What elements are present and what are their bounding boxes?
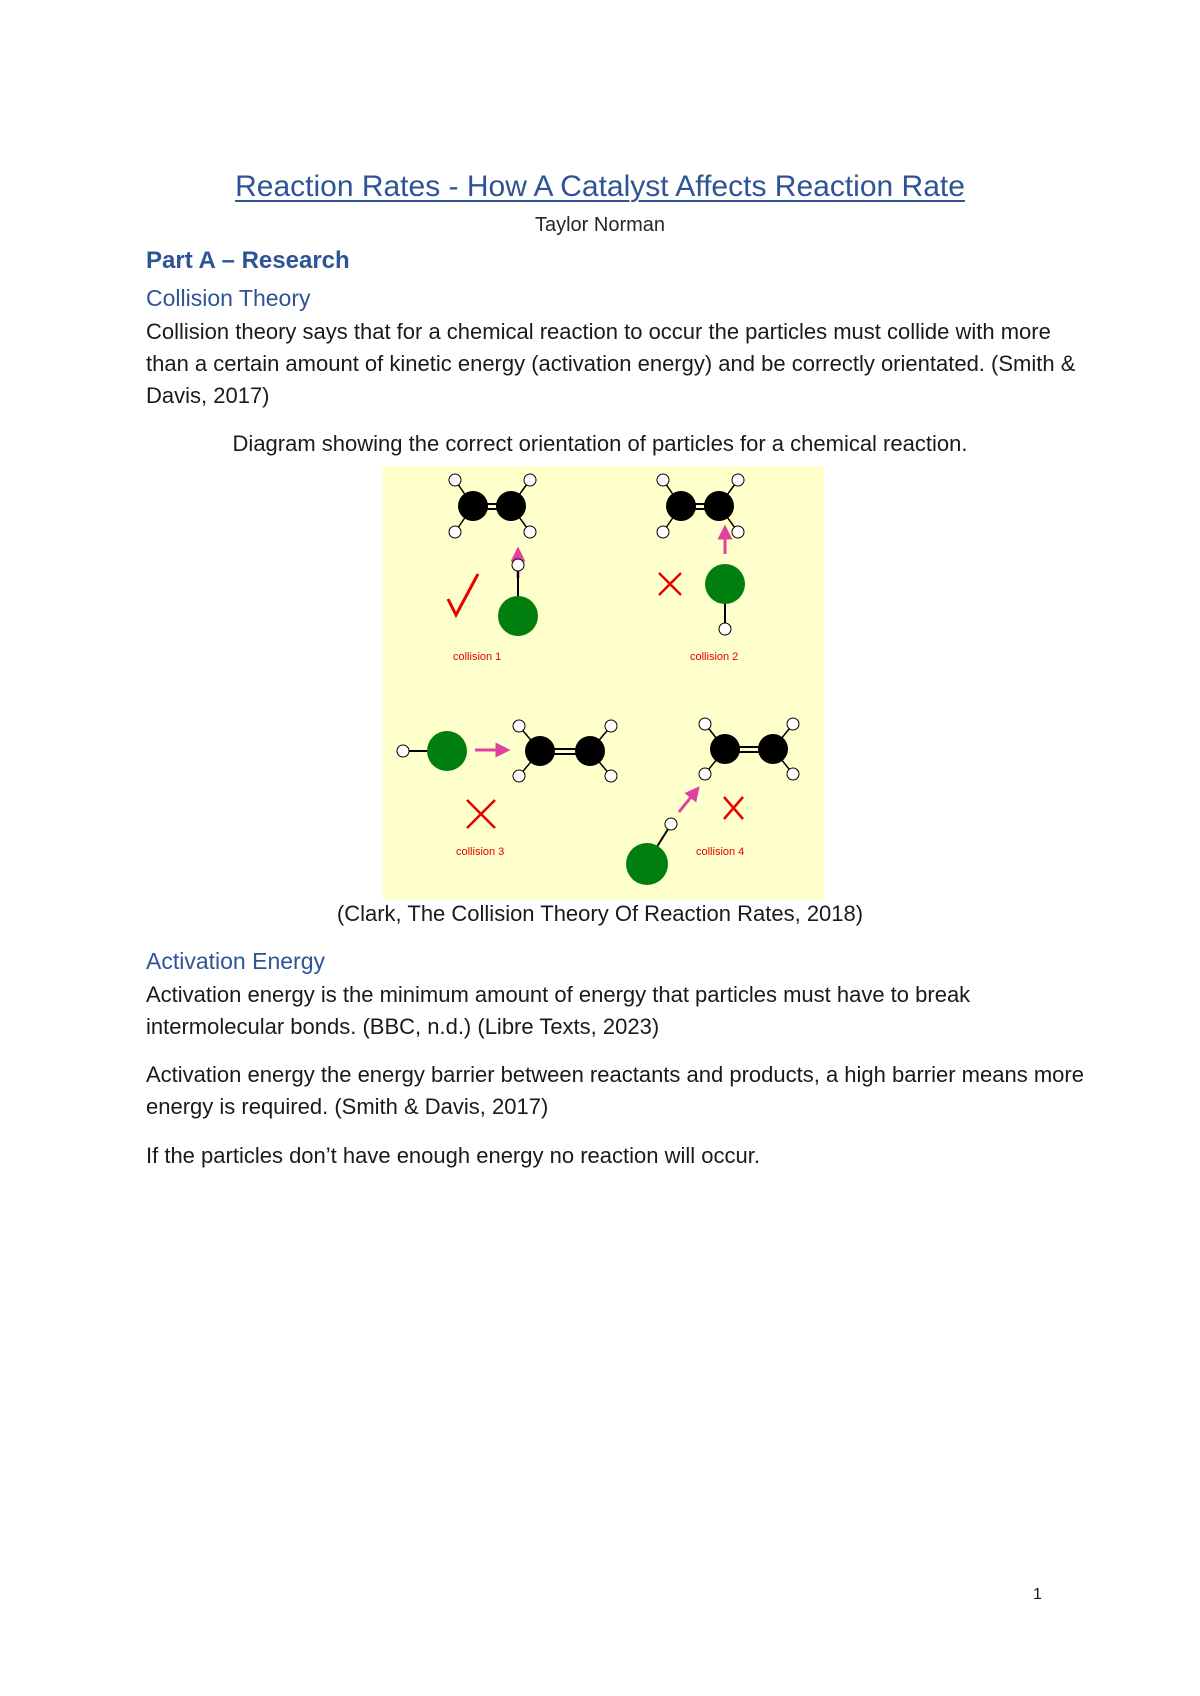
collision-3-group	[397, 720, 617, 828]
activation-energy-paragraph-3: If the particles don’t have enough energy no reaction will occur.	[146, 1143, 760, 1168]
figure-citation: (Clark, The Collision Theory Of Reaction Rates, 2018)	[336, 901, 864, 926]
cross-icon	[467, 800, 495, 828]
collision-2-label: collision 2	[690, 651, 739, 663]
collision-orientation-figure	[383, 466, 824, 900]
collision-1-group	[448, 474, 538, 636]
approach-arrow	[679, 792, 695, 812]
ethene-molecule	[449, 474, 536, 538]
page-number: 1	[1033, 1586, 1042, 1603]
collision-4-label: collision 4	[696, 846, 745, 858]
cross-icon	[724, 797, 743, 819]
hcl-molecule	[498, 559, 538, 636]
collision-theory-paragraph: Collision theory says that for a chemical reaction to occur the particles must collide with more than a certain amount of kinetic energy (activation energy) and be correctly orientated. (Smith & Davis, 2017)	[146, 319, 1076, 408]
hcl-molecule	[397, 731, 467, 771]
activation-energy-heading: Activation Energy	[146, 948, 325, 974]
ethene-molecule	[699, 718, 799, 780]
hcl-molecule	[705, 564, 745, 635]
hcl-molecule	[626, 818, 677, 885]
collision-2-group	[657, 474, 745, 635]
cross-icon	[659, 573, 681, 595]
collision-diagram	[383, 466, 824, 900]
ethene-molecule	[513, 720, 617, 782]
collision-theory-heading: Collision Theory	[146, 285, 311, 311]
collision-4-group	[626, 718, 799, 885]
author-name: Taylor Norman	[534, 214, 666, 236]
part-a-heading: Part A – Research	[146, 247, 350, 274]
collision-3-label: collision 3	[456, 846, 505, 858]
ethene-molecule	[657, 474, 744, 538]
activation-energy-paragraph-1: Activation energy is the minimum amount of energy that particles must have to break intermolecular bonds. (BBC, n.d.) (Libre Texts, 2023)	[146, 982, 971, 1039]
activation-energy-paragraph-2: Activation energy the energy barrier between reactants and products, a high barrier means more energy is required. (Smith & Davis, 2017)	[146, 1062, 1084, 1119]
figure-caption: Diagram showing the correct orientation of particles for a chemical reaction.	[232, 431, 968, 456]
collision-1-label: collision 1	[453, 651, 502, 663]
check-icon	[448, 574, 478, 615]
document-title: Reaction Rates - How A Catalyst Affects Reaction Rate	[235, 170, 965, 203]
